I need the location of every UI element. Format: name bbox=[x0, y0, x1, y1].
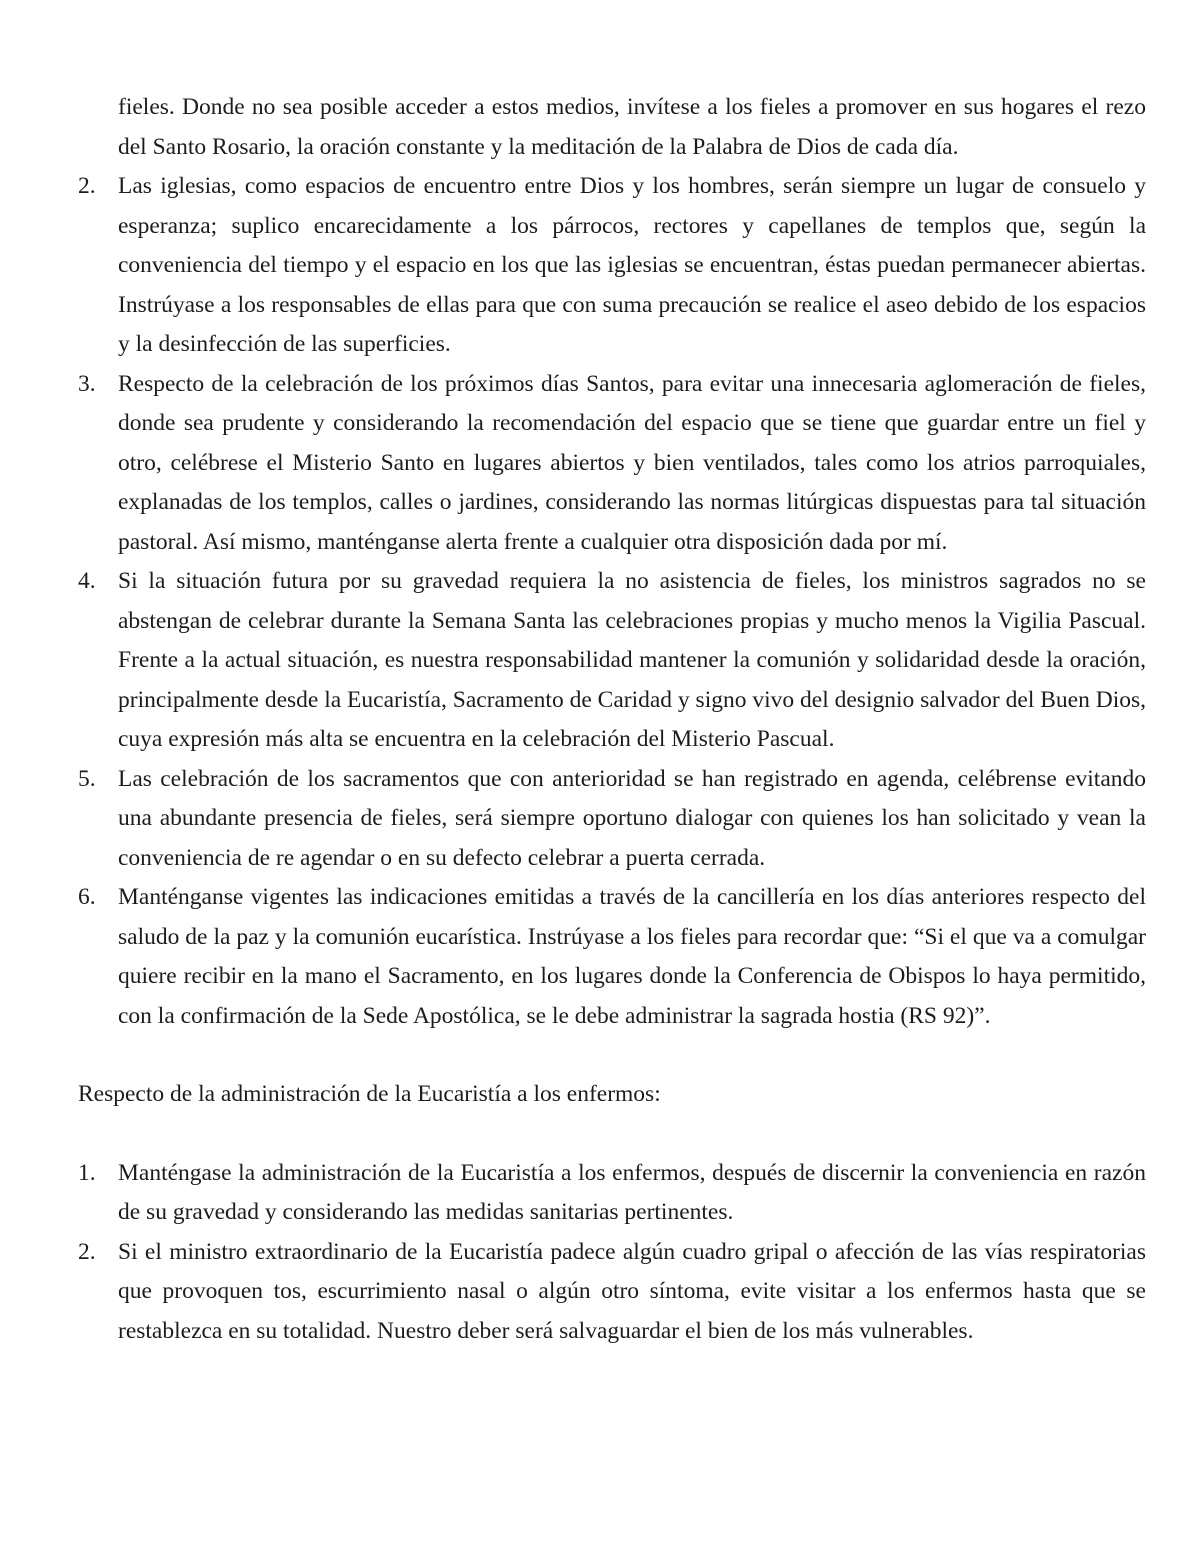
item-text: Las iglesias, como espacios de encuentro entre Dios y los hombres, serán siempre un lugar de consuelo y esperanza; suplico encarecidamente a los párrocos, rectores y capellanes de templos que, según la conveniencia del tiempo y el espacio en los que las iglesias se encuentran, éstas puedan permanecer abiertas. Instrúyase a los responsables de ellas para que con suma precaución se realice el aseo debido de los espacios y la desinfección de las superficies. bbox=[118, 173, 1146, 357]
item-number: 1. bbox=[78, 1159, 96, 1186]
item-number: 4. bbox=[78, 568, 96, 594]
item-text: Manténganse vigentes las indicaciones emitidas a través de la cancillería en los días anteriores respecto del saludo de la paz y la comunión eucarística. Instrúyase a los fieles para recordar que: “Si el que va a comulgar quiere recibir en la mano el Sacramento, en los lugares donde la Conferencia de Obispos lo haya permitido, con la confirmación de la Sede Apostólica, se le debe administrar la sagrada hostia (RS 92)”. bbox=[118, 884, 1146, 1029]
section-heading: Respecto de la administración de la Eucaristía a los enfermos: bbox=[78, 1081, 661, 1107]
item-number: 6. bbox=[78, 884, 96, 910]
item-text: Respecto de la celebración de los próximos días Santos, para evitar una innecesaria aglomeración de fieles, donde sea prudente y considerando la recomendación del espacio que se tiene que guardar entre un fiel y otro, celébrese el Misterio Santo en lugares abiertos y bien ventilados, tales como los atrios parroquiales, explanadas de los templos, calles o jardines, considerando las normas litúrgicas dispuestas para tal situación pastoral. Así mismo, manténganse alerta frente a cualquier otra disposición dada por mí. bbox=[118, 370, 1146, 555]
list-item bbox=[78, 760, 1146, 879]
list-item bbox=[78, 1233, 1146, 1352]
sick-communion-list bbox=[78, 1154, 1146, 1352]
item-number: 2. bbox=[78, 1238, 96, 1265]
continuation-paragraph: fieles. Donde no sea posible acceder a estos medios, invítese a los fieles a promover en sus hogares el rezo del Santo Rosario, la oración constante y la meditación de la Palabra de Dios de cada día. bbox=[118, 94, 1146, 160]
item-number: 2. bbox=[78, 173, 96, 199]
item-text: Si la situación futura por su gravedad requiera la no asistencia de fieles, los ministros sagrados no se abstengan de celebrar durante la Semana Santa las celebraciones propias y mucho menos la Vigilia Pascual. Frente a la actual situación, es nuestra responsabilidad mantener la comunión y solidaridad desde la oración, principalmente desde la Eucaristía, Sacramento de Caridad y signo vivo del designio salvador del Buen Dios, cuya expresión más alta se encuentra en la celebración del Misterio Pascual. bbox=[118, 568, 1146, 752]
item-number: 3. bbox=[78, 370, 96, 397]
list-item bbox=[78, 167, 1146, 365]
list-item bbox=[78, 562, 1146, 760]
list-item bbox=[78, 365, 1146, 563]
item-text: Si el ministro extraordinario de la Eucaristía padece algún cuadro gripal o afección de las vías respiratorias que provoquen tos, escurrimiento nasal o algún otro síntoma, evite visitar a los enfermos hasta que se restablezca en su totalidad. Nuestro deber será salvaguardar el bien de los más vulnerables. bbox=[118, 1238, 1146, 1344]
list-item bbox=[78, 1154, 1146, 1233]
item-number: 5. bbox=[78, 765, 96, 792]
measures-list bbox=[78, 167, 1146, 1036]
item-text: Manténgase la administración de la Eucaristía a los enfermos, después de discernir la conveniencia en razón de su gravedad y considerando las medidas sanitarias pertinentes. bbox=[118, 1159, 1146, 1225]
list-item bbox=[78, 878, 1146, 1036]
item-text: Las celebración de los sacramentos que con anterioridad se han registrado en agenda, celébrense evitando una abundante presencia de fieles, será siempre oportuno dialogar con quienes los han solicitado y vean la conveniencia de re agendar o en su defecto celebrar a puerta cerrada. bbox=[118, 765, 1146, 871]
